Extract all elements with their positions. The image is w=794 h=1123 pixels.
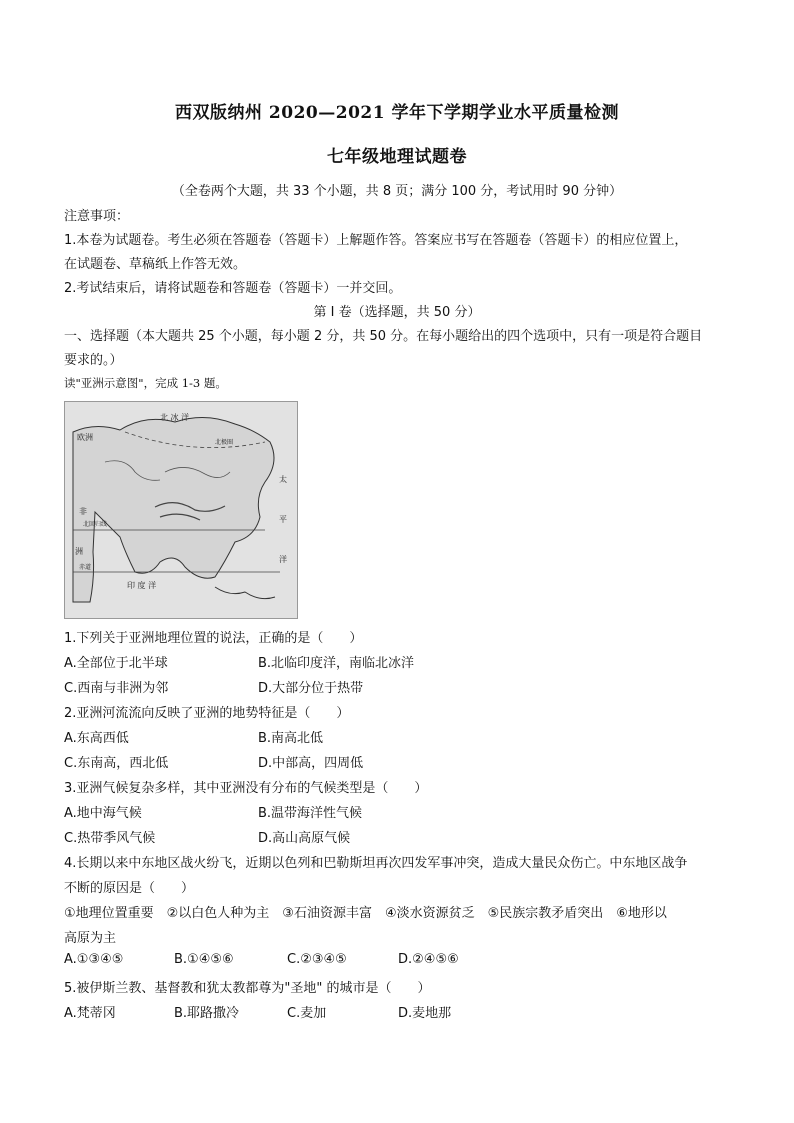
question-1-option-d: D.大部分位于热带	[258, 681, 364, 696]
question-1-stem: 1.下列关于亚洲地理位置的说法，正确的是（ ）	[64, 631, 363, 646]
map-label-pacific-2: 平	[279, 515, 287, 524]
question-2-option-d: D.中部高，四周低	[258, 756, 364, 771]
map-label-europe: 欧洲	[77, 433, 93, 442]
map-label-pacific-3: 洋	[279, 555, 287, 564]
question-2-option-a: A.东高西低	[64, 731, 129, 746]
question-1-option-b: B.北临印度洋，南临北冰洋	[258, 656, 415, 671]
map-label-africa-2: 洲	[75, 547, 83, 556]
part-instructions-cont: 要求的。）	[64, 353, 123, 368]
map-label-equator: 赤道	[79, 564, 92, 571]
map-label-pacific-1: 太	[279, 475, 287, 484]
question-5-option-d: D.麦地那	[398, 1006, 452, 1021]
question-4-items: ①地理位置重要 ②以白色人种为主 ③石油资源丰富 ④淡水资源贫乏 ⑤民族宗教矛盾突出 ⑥地形以	[64, 906, 667, 921]
question-3-option-d: D.高山高原气候	[258, 831, 351, 846]
question-5-stem: 5.被伊斯兰教、基督教和犹太教都尊为"圣地" 的城市是（ ）	[64, 981, 431, 996]
question-4-option-a: A.①③④⑤	[64, 952, 124, 967]
exam-info: （全卷两个大题，共 33 个小题，共 8 页；满分 100 分，考试用时 90 分钟）	[171, 184, 623, 199]
question-3-option-a: A.地中海气候	[64, 806, 142, 821]
notice-item-2: 2.考试结束后，请将试题卷和答题卷（答题卡）一并交回。	[64, 281, 402, 296]
asia-map-drawing	[65, 402, 297, 618]
question-3-option-b: B.温带海洋性气候	[258, 806, 363, 821]
notice-heading: 注意事项：	[64, 209, 130, 224]
asia-map	[64, 401, 298, 619]
exam-title: 西双版纳州 2020—2021 学年下学期学业水平质量检测	[175, 103, 619, 123]
question-1-option-a: A.全部位于北半球	[64, 656, 168, 671]
question-5-option-c: C.麦加	[287, 1006, 327, 1021]
question-3-option-c: C.热带季风气候	[64, 831, 156, 846]
map-label-arctic-circle: 北极圈	[215, 439, 234, 446]
question-1-option-c: C.西南与非洲为邻	[64, 681, 169, 696]
volume-title: 第 I 卷（选择题，共 50 分）	[313, 305, 481, 320]
question-2-stem: 2.亚洲河流流向反映了亚洲的地势特征是（ ）	[64, 706, 350, 721]
map-label-indian-ocean: 印 度 洋	[127, 581, 157, 590]
question-3-stem: 3.亚洲气候复杂多样，其中亚洲没有分布的气候类型是（ ）	[64, 781, 428, 796]
map-label-tropic-cancer: 北回归线	[83, 521, 108, 528]
map-label-africa-1: 非	[79, 507, 87, 516]
question-5-option-a: A.梵蒂冈	[64, 1006, 116, 1021]
question-4-option-c: C.②③④⑤	[287, 952, 347, 967]
question-4-stem-cont: 不断的原因是（ ）	[64, 881, 195, 896]
question-4-option-b: B.①④⑤⑥	[174, 952, 234, 967]
map-instruction: 读"亚洲示意图"，完成 1-3 题。	[64, 376, 227, 390]
question-4-items-cont: 高原为主	[64, 931, 117, 946]
map-label-arctic-ocean: 北 冰 洋	[160, 413, 190, 422]
question-4-option-d: D.②④⑤⑥	[398, 952, 459, 967]
question-5-option-b: B.耶路撒冷	[174, 1006, 240, 1021]
question-2-option-b: B.南高北低	[258, 731, 324, 746]
notice-item-1-cont: 在试题卷、草稿纸上作答无效。	[64, 257, 247, 272]
exam-subject-title: 七年级地理试题卷	[327, 147, 467, 167]
part-instructions: 一、选择题（本大题共 25 个小题，每小题 2 分，共 50 分。在每小题给出的四个选项中，只有一项是符合题目	[64, 329, 703, 344]
notice-item-1: 1.本卷为试题卷。考生必须在答题卷（答题卡）上解题作答。答案应书写在答题卷（答题卡）的相应位置上，	[64, 233, 688, 248]
question-4-stem: 4.长期以来中东地区战火纷飞，近期以色列和巴勒斯坦再次四发军事冲突，造成大量民众伤亡。中东地区战争	[64, 856, 688, 871]
question-2-option-c: C.东南高，西北低	[64, 756, 169, 771]
